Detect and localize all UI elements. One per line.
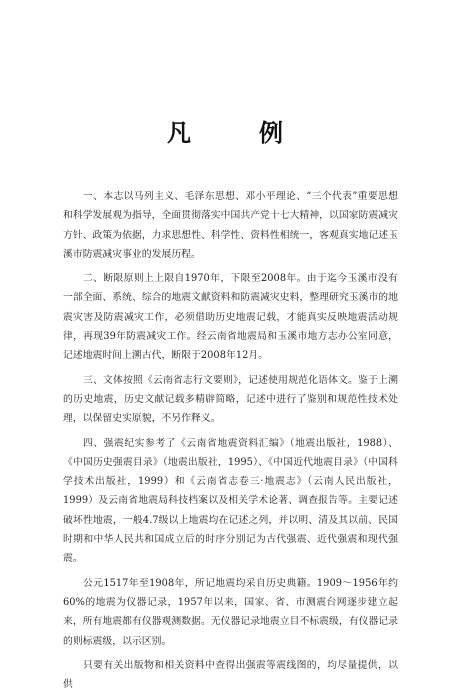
paragraph-time-limits: 二、断限原则上上限自1970年，下限至2008年。由于迄今玉溪市没有一部全面、系统、综合的地震文献资料和防震减灾史料，整理研究玉溪市的地震灾害及防震减灾工作，必须借助历史地震记载，才能真实反映地震活动规律，再现39年防震减灾工作。经云南省地震局和玉溪市地方志办公室同意，记述地震时间上溯古代，断限于2008年12月。 bbox=[63, 273, 398, 362]
paragraph-guiding-principle: 一、本志以马列主义、毛泽东思想、邓小平理论、“三个代表”重要思想和科学发展观为指导，全面贯彻落实中国共产党十七大精神，以国家防震减灾方针、政策为依据，力求思想性、科学性、资料性相统一，客观真实地记述玉溪市防震减灾事业的发展历程。 bbox=[63, 191, 398, 260]
paragraph-writing-style: 三、文体按照《云南省志行文要则》，记述使用规范化语体文。鉴于上溯的历史地震，历史文献记载多精辟简略，记述中进行了鉴别和规范性技术处理，以保留史实原貌，不另作释义。 bbox=[63, 374, 398, 425]
page-title: 凡 例 bbox=[167, 118, 305, 147]
document-body bbox=[63, 187, 398, 699]
paragraph-earthquake-references: 四、强震纪实参考了《云南省地震资料汇编》（地震出版社，1988）、《中国历史强震目录》（地震出版社，1995）、《中国近代地震目录》（中国科学技术出版社，1999）和《云南省志卷三·地震志》（云南人民出版社，1999）及云南省地震局科技档案以及相关学术论著、调查报告等。主要记述破坏性地震，一般4.7级以上地震均在记述之列，并以明、清及其以前、民国时期和中华人民共和国成立后的时序分别记为古代强震、近代强震和现代强震。 bbox=[63, 437, 398, 565]
paragraph-instrument-records: 公元1517年至1908年，所记地震均采自历史典籍。1909～1956年约60%的地震为仪器记录，1957年以来，国家、省、市测震台网逐步建立起来，所有地震都有仪器观测数据。无仪器记录地震立目不标震级，有仪器记录的则标震级，以示区别。 bbox=[63, 577, 398, 647]
paragraph-isoseismal-maps: 只要有关出版物和相关资料中查得出强震等震线图的，均尽量提供，以供 bbox=[63, 659, 398, 691]
